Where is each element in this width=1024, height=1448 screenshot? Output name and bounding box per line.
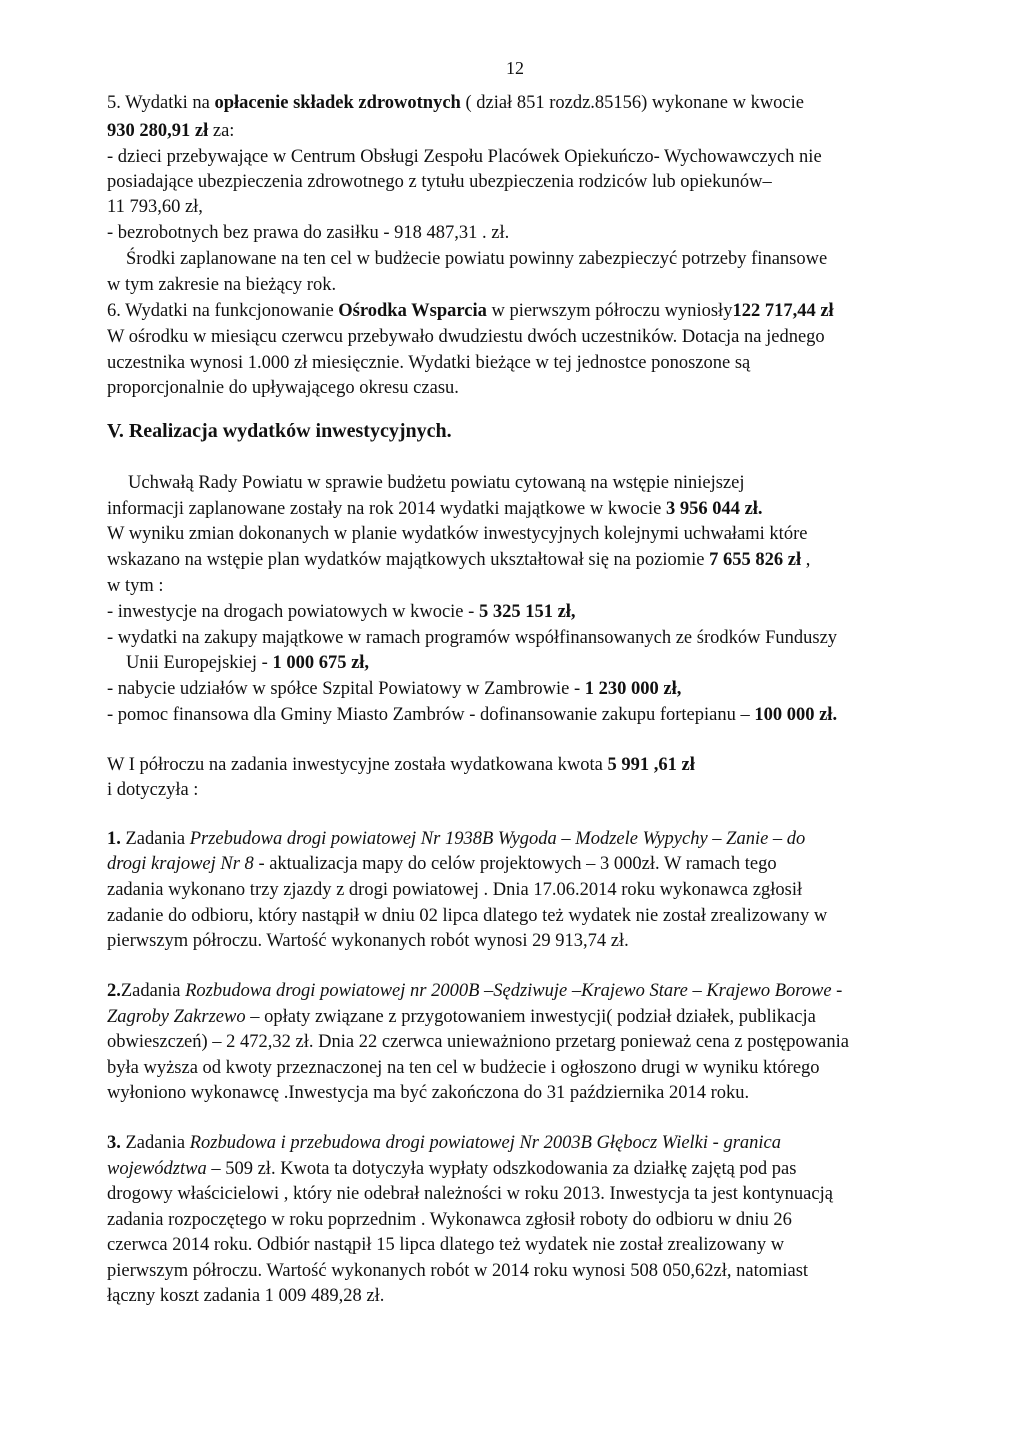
task2-line-1: 2.Zadania Rozbudowa drogi powiatowej nr 2000B –Sędziwuje –Krajewo Stare – Krajewo Borowe - xyxy=(107,981,843,1001)
sec5-line-7: Środki zaplanowane na ten cel w budżecie powiatu powinny zabezpieczyć potrzeby finansowe xyxy=(126,249,828,269)
task3-line-6: pierwszym półroczu. Wartość wykonanych robót w 2014 roku wynosi 508 050,62zł, natomiast xyxy=(107,1261,809,1281)
bullet-2-cont: Unii Europejskiej - 1 000 675 zł, xyxy=(126,653,370,673)
task1-line-5: pierwszym półroczu. Wartość wykonanych robót wynosi 29 913,74 zł. xyxy=(107,931,629,951)
sec5-line-4: posiadające ubezpieczenia zdrowotnego z tytułu ubezpieczenia rodziców lub opiekunów– xyxy=(107,172,772,192)
bullet-1: - inwestycje na drogach powiatowych w kwocie - 5 325 151 zł, xyxy=(107,602,576,622)
task1-line-4: zadanie do odbioru, który nastąpił w dniu 02 lipca dlatego też wydatek nie został zrealizowany w xyxy=(107,906,828,926)
task2-line-3: obwieszczeń) – 2 472,32 zł. Dnia 22 czerwca unieważniono przetarg ponieważ cena z postępowania xyxy=(107,1032,849,1052)
sec5-line-5: 11 793,60 zł, xyxy=(107,197,203,217)
intro-line-2: informacji zaplanowane zostały na rok 2014 wydatki majątkowe w kwocie 3 956 044 zł. xyxy=(107,499,763,519)
task1-line-2: drogi krajowej Nr 8 - aktualizacja mapy do celów projektowych – 3 000zł. W ramach tego xyxy=(107,854,777,874)
sec5-line-1: 5. Wydatki na opłacenie składek zdrowotnych ( dział 851 rozdz.85156) wykonane w kwocie xyxy=(107,93,804,113)
task2-line-5: wyłoniono wykonawcę .Inwestycja ma być zakończona do 31 października 2014 roku. xyxy=(107,1083,750,1103)
bullet-4: - pomoc finansowa dla Gminy Miasto Zambrów - dofinansowanie zakupu fortepianu – 100 000 zł. xyxy=(107,705,838,725)
intro-line-1: Uchwałą Rady Powiatu w sprawie budżetu powiatu cytowaną na wstępie niniejszej xyxy=(128,473,745,493)
task3-line-2: województwa – 509 zł. Kwota ta dotyczyła wypłaty odszkodowania za działkę zajętą pod pas xyxy=(107,1159,797,1179)
sec6-line-1: 6. Wydatki na funkcjonowanie Ośrodka Wsparcia w pierwszym półroczu wyniosły122 717,44 zł xyxy=(107,301,834,321)
task3-line-5: czerwca 2014 roku. Odbiór nastąpił 15 lipca dlatego też wydatek nie został zrealizowany w xyxy=(107,1235,785,1255)
intro-line-4: wskazano na wstępie plan wydatków majątkowych ukształtował się na poziomie 7 655 826 zł , xyxy=(107,550,811,570)
task1-line-3: zadania wykonano trzy zjazdy z drogi powiatowej . Dnia 17.06.2014 roku wykonawca zgłosił xyxy=(107,880,803,900)
task3-line-7: łączny koszt zadania 1 009 489,28 zł. xyxy=(107,1286,385,1306)
task2-line-2: Zagroby Zakrzewo – opłaty związane z przygotowaniem inwestycji( podział działek, publikacja xyxy=(107,1007,816,1027)
sec5-line-3: - dzieci przebywające w Centrum Obsługi Zespołu Placówek Opiekuńczo- Wychowawczych nie xyxy=(107,147,822,167)
bullet-2: - wydatki na zakupy majątkowe w ramach programów współfinansowanych ze środków Funduszy xyxy=(107,628,838,648)
intro-line-5: w tym : xyxy=(107,576,164,596)
section-heading: V. Realizacja wydatków inwestycyjnych. xyxy=(107,420,452,442)
page-number: 12 xyxy=(506,58,524,78)
task2-line-4: była wyższa od kwoty przeznaczonej na ten cel w budżecie i ogłoszono drugi w wyniku którego xyxy=(107,1058,820,1078)
task1-line-1: 1. Zadania Przebudowa drogi powiatowej Nr 1938B Wygoda – Modzele Wypychy – Zanie – do xyxy=(107,829,806,849)
half-line-2: i dotyczyła : xyxy=(107,780,199,800)
task3-line-3: drogowy właścicielowi , który nie odebrał należności w roku 2013. Inwestycja ta jest kontynuacją xyxy=(107,1184,833,1204)
sec5-line-8: w tym zakresie na bieżący rok. xyxy=(107,275,337,295)
task3-line-4: zadania rozpoczętego w roku poprzednim . Wykonawca zgłosił roboty do odbioru w dniu 26 xyxy=(107,1210,792,1230)
sec5-line-6: - bezrobotnych bez prawa do zasiłku - 918 487,31 . zł. xyxy=(107,223,510,243)
bullet-3: - nabycie udziałów w spółce Szpital Powiatowy w Zambrowie - 1 230 000 zł, xyxy=(107,679,682,699)
half-line-1: W I półroczu na zadania inwestycyjne została wydatkowana kwota 5 991 ,61 zł xyxy=(107,755,695,775)
sec6-line-2: W ośrodku w miesiącu czerwcu przebywało dwudziestu dwóch uczestników. Dotacja na jednego xyxy=(107,327,825,347)
sec5-line-2: 930 280,91 zł za: xyxy=(107,121,235,141)
task3-line-1: 3. Zadania Rozbudowa i przebudowa drogi powiatowej Nr 2003B Głębocz Wielki - granica xyxy=(107,1133,781,1153)
sec6-line-4: proporcjonalnie do upływającego okresu czasu. xyxy=(107,378,459,398)
sec6-line-3: uczestnika wynosi 1.000 zł miesięcznie. Wydatki bieżące w tej jednostce ponoszone są xyxy=(107,353,751,373)
intro-line-3: W wyniku zmian dokonanych w planie wydatków inwestycyjnych kolejnymi uchwałami które xyxy=(107,524,808,544)
